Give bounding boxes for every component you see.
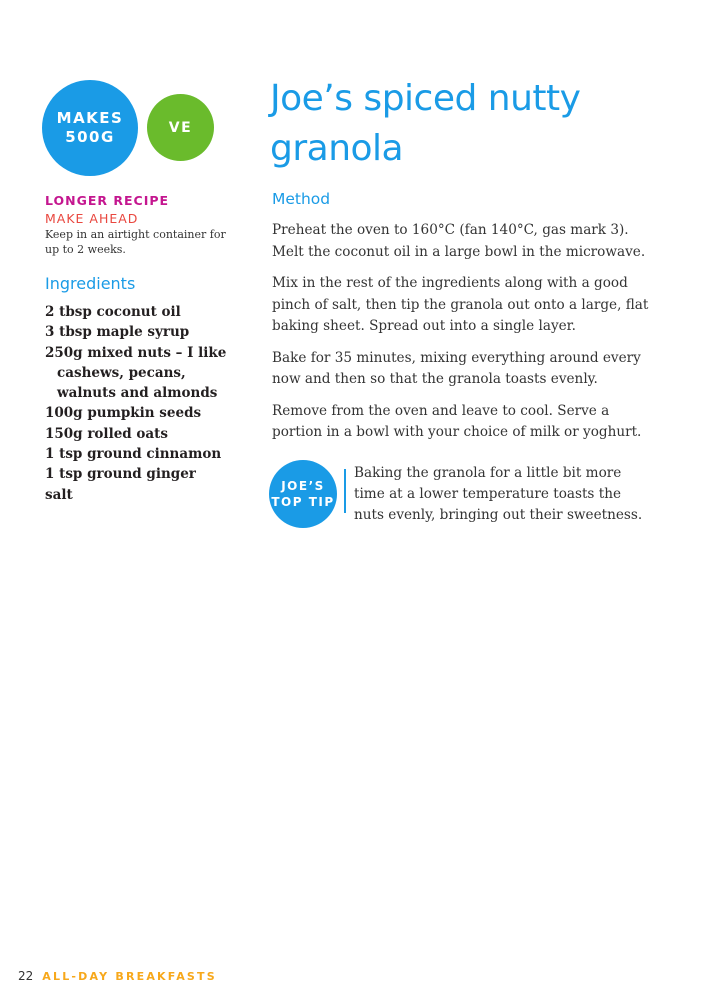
vegan-badge: VE: [147, 94, 214, 161]
top-tip-badge: [269, 460, 337, 528]
tip-badge-line1: JOE’S: [281, 479, 325, 493]
method-step: Bake for 35 minutes, mixing everything around every now and then so that the granola toasts evenly.: [272, 349, 641, 387]
recipe-category: LONGER RECIPE: [45, 193, 170, 208]
page-footer: [18, 969, 217, 983]
tip-text: Baking the granola for a little bit more time at a lower temperature toasts the nuts evenly, bringing out their sweetness.: [354, 465, 643, 523]
ingredient-item: 1 tsp ground cinnamon: [45, 446, 222, 463]
ingredient-item: 250g mixed nuts – I like cashews, pecans, walnuts and almonds: [45, 344, 227, 402]
method-step: Mix in the rest of the ingredients along with a good pinch of salt, then tip the granola out onto a large, flat baking sheet. Spread out into a single layer.: [272, 275, 649, 334]
makes-badge: [42, 80, 138, 176]
recipe-subcategory: MAKE AHEAD: [45, 211, 139, 226]
ingredients-heading: Ingredients: [45, 274, 136, 293]
page-number: 22: [18, 969, 34, 983]
ingredient-item: 100g pumpkin seeds: [45, 405, 202, 422]
method-heading: Method: [272, 190, 331, 208]
ingredient-item: salt: [45, 486, 73, 503]
recipe-title: Joe’s spiced nutty granola: [270, 78, 581, 169]
section-title: ALL-DAY BREAKFASTS: [42, 970, 217, 983]
ingredients-list: [45, 302, 245, 505]
ingredient-item: 150g rolled oats: [45, 425, 169, 442]
ingredient-item: 1 tsp ground ginger: [45, 466, 196, 483]
method-step: Preheat the oven to 160°C (fan 140°C, gas mark 3). Melt the coconut oil in a large bowl in the microwave.: [272, 222, 646, 260]
method-step: Remove from the oven and leave to cool. Serve a portion in a bowl with your choice of milk or yoghurt.: [272, 402, 642, 440]
tip-divider: [344, 469, 346, 513]
tip-badge-line2: TOP TIP: [271, 495, 335, 509]
yield-label: 500G: [65, 128, 115, 146]
method-steps: [272, 220, 652, 454]
makes-label: MAKES: [56, 109, 124, 127]
ingredient-item: 3 tbsp maple syrup: [45, 324, 190, 341]
ingredient-item: 2 tbsp coconut oil: [45, 304, 181, 320]
storage-note: Keep in an airtight container for up to 2 weeks.: [45, 228, 226, 256]
